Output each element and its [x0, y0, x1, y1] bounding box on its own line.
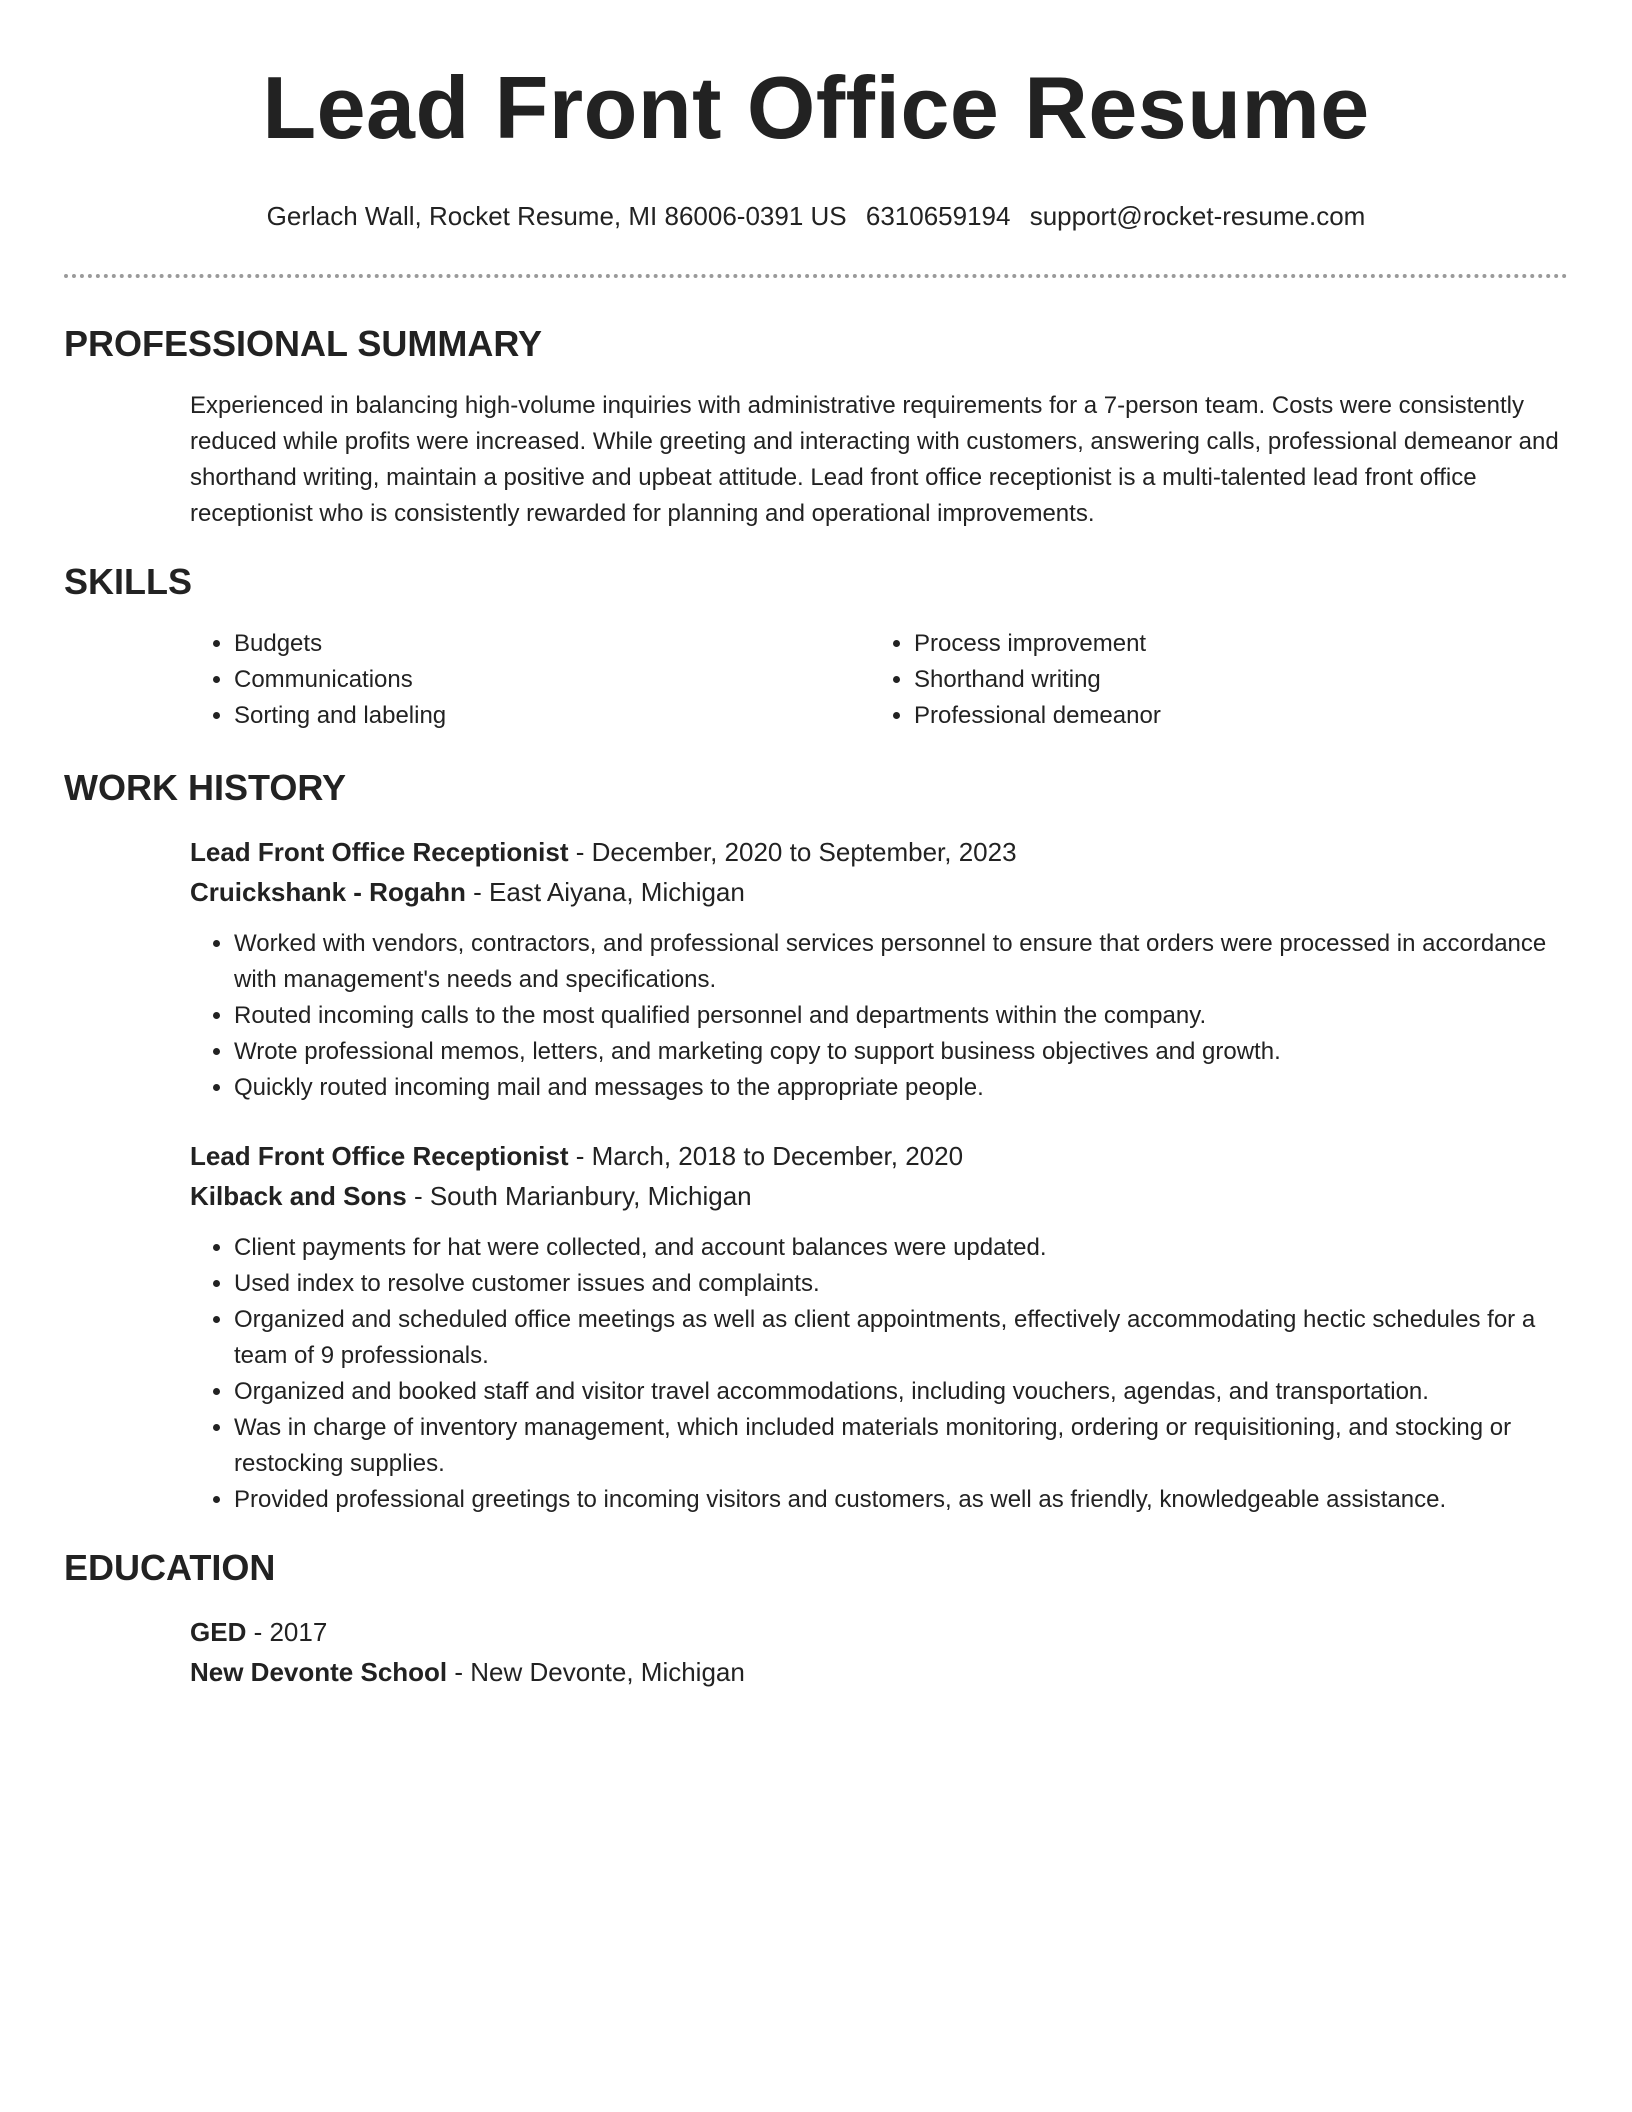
job-title: Lead Front Office Receptionist: [190, 837, 569, 867]
skill-item: • Sorting and labeling: [234, 698, 870, 734]
skill-item: • Shorthand writing: [914, 662, 1550, 698]
header-divider: [64, 274, 1568, 278]
education-school-line: [190, 1652, 1568, 1692]
education-location: - New Devonte, Michigan: [447, 1657, 745, 1687]
contact-email: support@rocket-resume.com: [1029, 201, 1366, 231]
job-bullet: • Used index to resolve customer issues and complaints.: [234, 1266, 1568, 1302]
education-section: [64, 1546, 1568, 1692]
skill-item: • Budgets: [234, 626, 870, 662]
job-title-line: [190, 832, 1568, 872]
skill-item: • Process improvement: [914, 626, 1550, 662]
work-history-section: [64, 766, 1568, 1518]
job-bullets: [190, 926, 1568, 1106]
skills-column-left: [190, 626, 870, 734]
job-bullet: • Routed incoming calls to the most qualified personnel and departments within the company.: [234, 998, 1568, 1034]
job-dates: - March, 2018 to December, 2020: [568, 1141, 964, 1171]
job-bullet: • Quickly routed incoming mail and messages to the appropriate people.: [234, 1070, 1568, 1106]
skills-section: [64, 560, 1568, 734]
job-company: Kilback and Sons: [190, 1181, 407, 1211]
resume-title: Lead Front Office Resume: [262, 58, 1370, 157]
summary-heading: PROFESSIONAL SUMMARY: [64, 323, 543, 364]
skills-column-right: [870, 626, 1550, 734]
education-entry: [190, 1612, 1568, 1692]
skills-list: [190, 626, 1568, 734]
job-company: Cruickshank - Rogahn: [190, 877, 466, 907]
education-heading: EDUCATION: [64, 1547, 276, 1588]
job-location: - South Marianbury, Michigan: [406, 1181, 752, 1211]
education-school: New Devonte School: [190, 1657, 448, 1687]
skills-heading: SKILLS: [64, 561, 193, 602]
job-bullet: • Client payments for hat were collected, and account balances were updated.: [234, 1230, 1568, 1266]
job-bullet: • Worked with vendors, contractors, and professional services personnel to ensure that orders were processed in accordance with management's needs and specifications.: [234, 926, 1568, 998]
contact-phone: 6310659194: [865, 201, 1011, 231]
job-company-line: [190, 1176, 1568, 1216]
job-dates: - December, 2020 to September, 2023: [568, 837, 1017, 867]
contact-line: [64, 200, 1568, 232]
job-entry: [190, 1136, 1568, 1216]
job-location: - East Aiyana, Michigan: [465, 877, 745, 907]
job-company-line: [190, 872, 1568, 912]
job-bullet: • Was in charge of inventory management, which included materials monitoring, ordering or requisitioning, and stocking or restocking supplies.: [234, 1410, 1568, 1482]
skill-item: • Professional demeanor: [914, 698, 1550, 734]
education-year: - 2017: [246, 1617, 328, 1647]
summary-text: Experienced in balancing high-volume inquiries with administrative requirements for a 7-person team. Costs were consistently reduced while profits were increased. While greeting and interacting with customers, answering calls, professional demeanor and shorthand writing, maintain a positive and upbeat attitude. Lead front office receptionist is a multi-talented lead front office receptionist who is consistently rewarded for planning and operational improvements.: [190, 392, 1559, 527]
work-history-heading: WORK HISTORY: [64, 767, 347, 808]
job-entry: [190, 832, 1568, 912]
job-bullets: [190, 1230, 1568, 1518]
summary-section: [64, 322, 1568, 532]
job-bullet: • Wrote professional memos, letters, and marketing copy to support business objectives and growth.: [234, 1034, 1568, 1070]
job-bullet: • Organized and booked staff and visitor travel accommodations, including vouchers, agendas, and transportation.: [234, 1374, 1568, 1410]
job-title-line: [190, 1136, 1568, 1176]
job-bullet: • Organized and scheduled office meetings as well as client appointments, effectively accommodating hectic schedules for a team of 9 professionals.: [234, 1302, 1568, 1374]
education-degree: GED: [190, 1617, 247, 1647]
contact-address: Gerlach Wall, Rocket Resume, MI 86006-0391 US: [266, 201, 847, 231]
job-title: Lead Front Office Receptionist: [190, 1141, 569, 1171]
education-degree-line: [190, 1612, 1568, 1652]
skill-item: • Communications: [234, 662, 870, 698]
job-bullet: • Provided professional greetings to incoming visitors and customers, as well as friendly, knowledgeable assistance.: [234, 1482, 1568, 1518]
